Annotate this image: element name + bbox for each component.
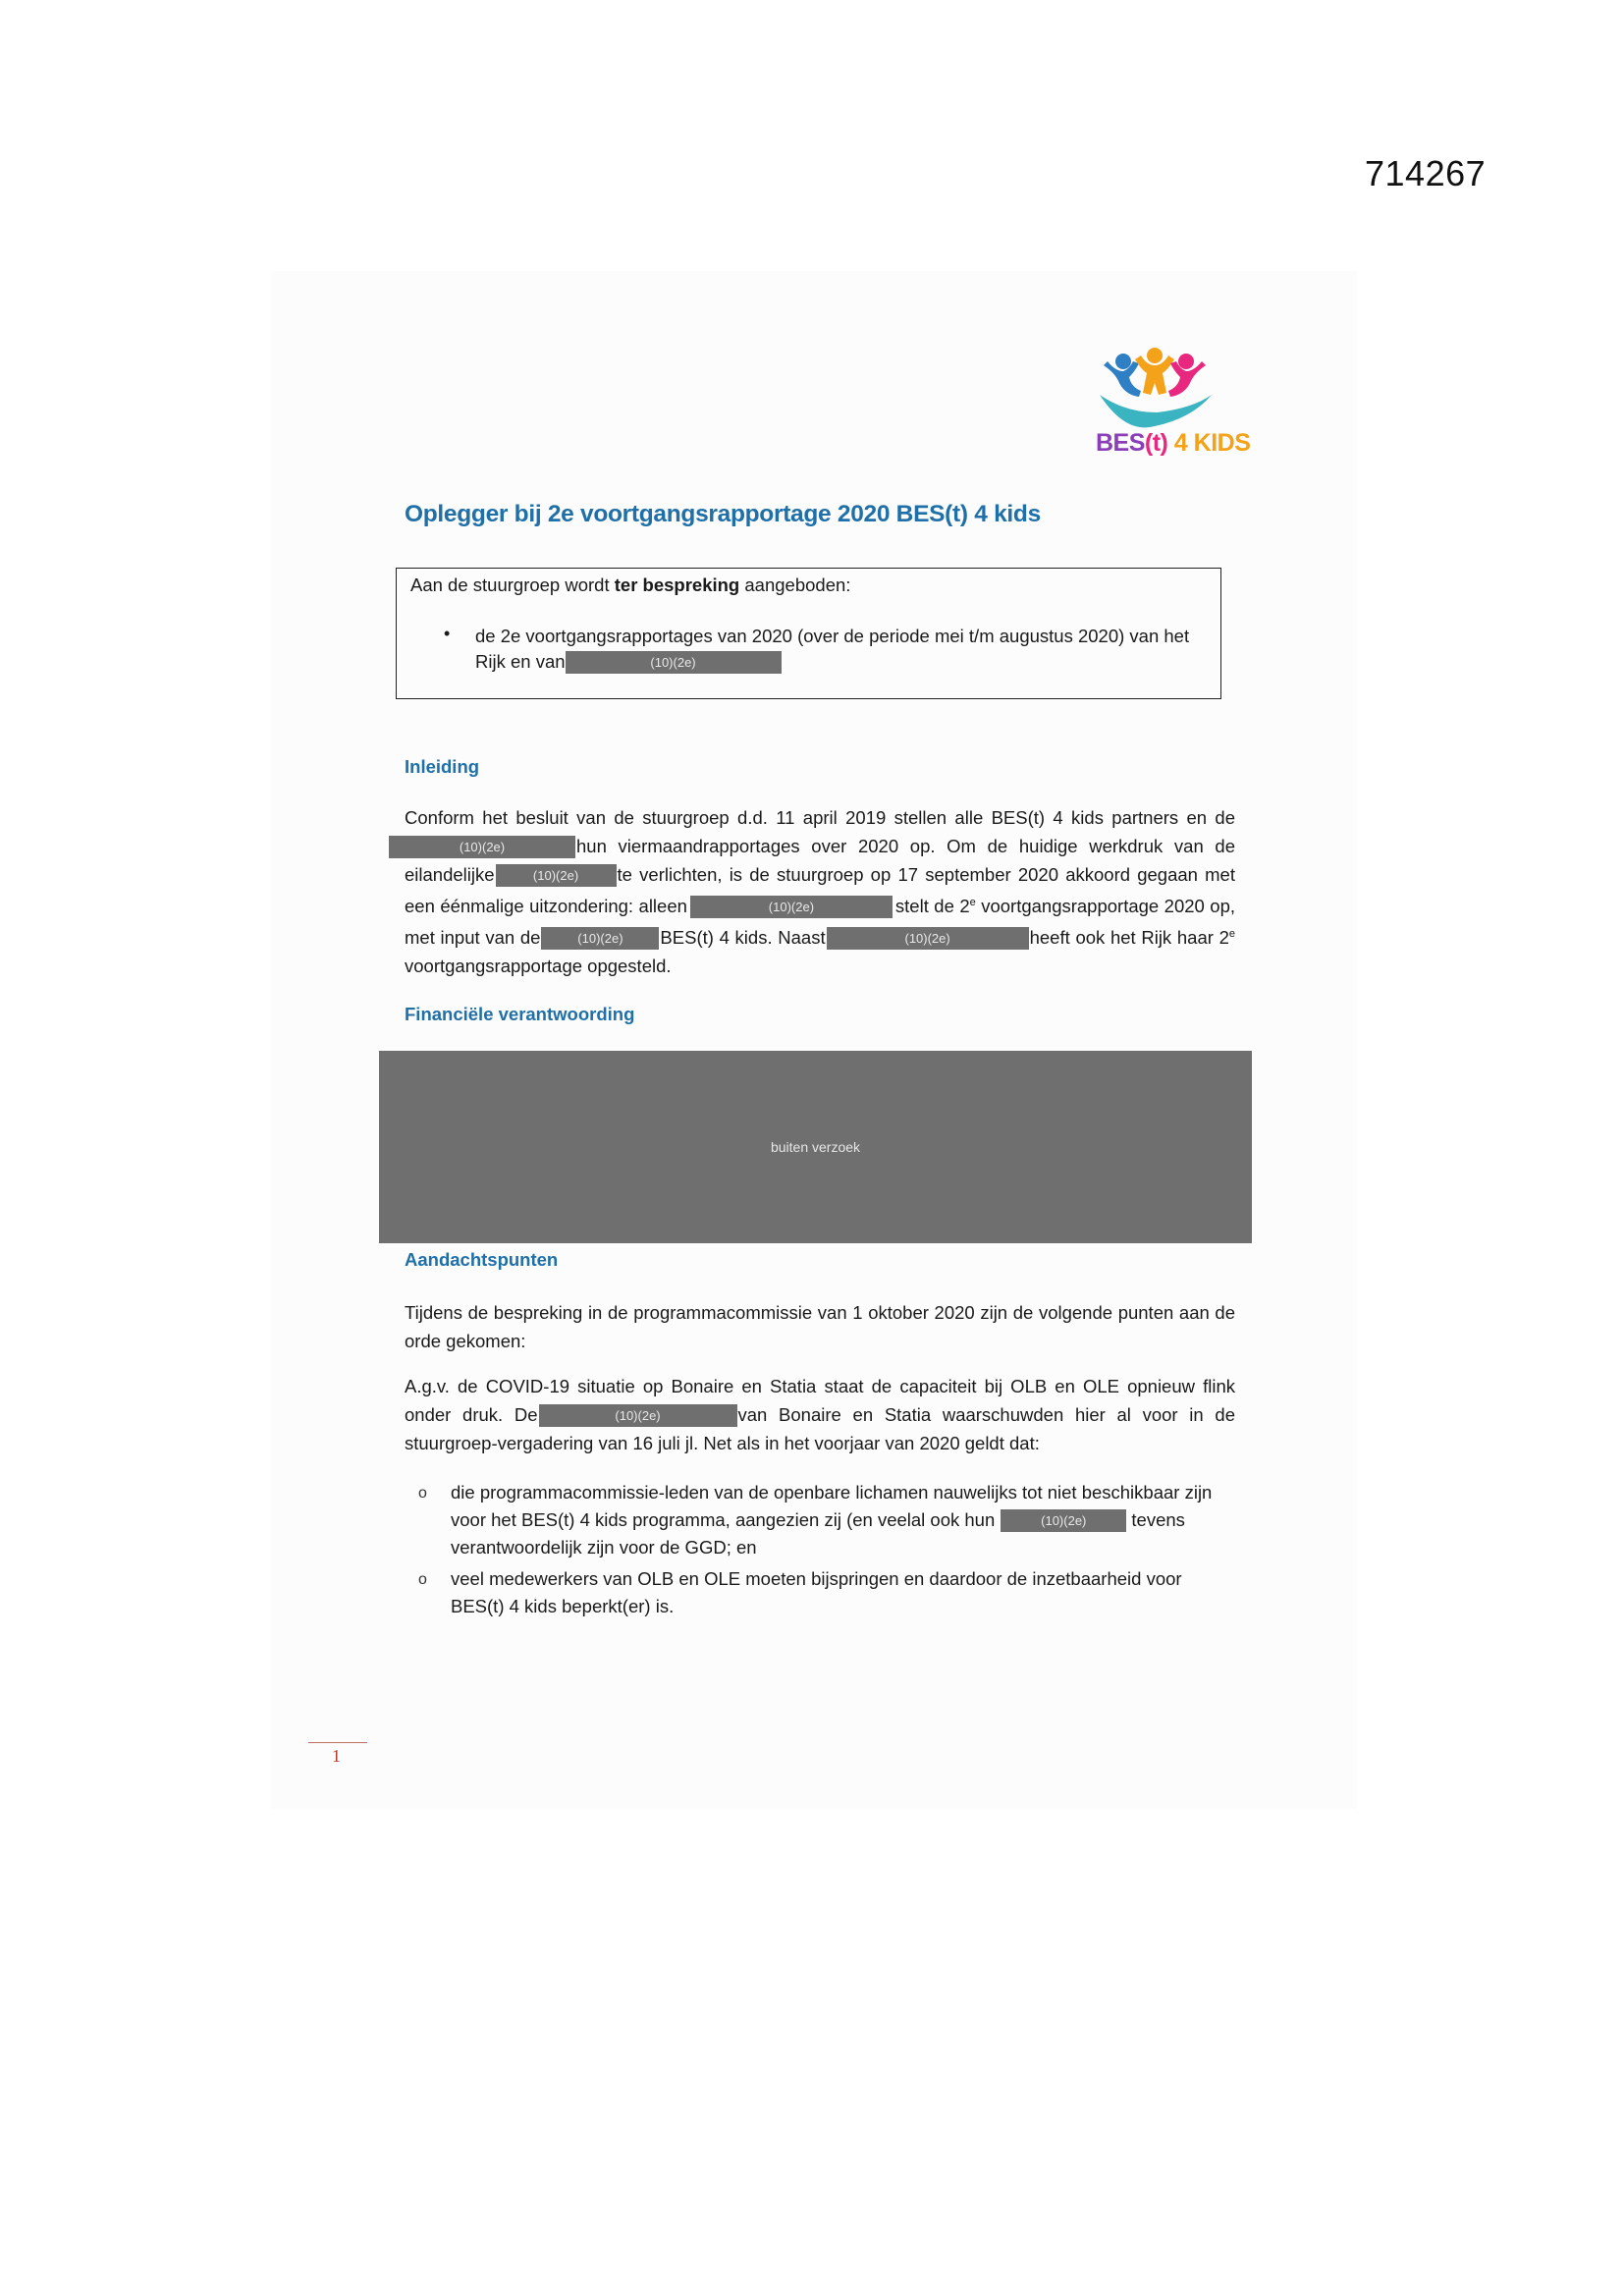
- redaction-block: (10)(2e): [827, 927, 1029, 950]
- heading-aandachtspunten: Aandachtspunten: [405, 1249, 559, 1270]
- document-title: Oplegger bij 2e voortgangsrapportage 2020 BES(t) 4 kids: [405, 501, 1041, 527]
- redaction-block: (10)(2e): [539, 1404, 737, 1427]
- children-hand-icon: [1086, 344, 1223, 432]
- bullet-icon: •: [444, 624, 451, 643]
- aandachtspunten-paragraph: A.g.v. de COVID-19 situatie op Bonaire en Statia staat de capaciteit bij OLB en OLE opnieuw flink onder druk. De (10)(2e) van Bonaire en Statia waarschuwden hier al voor in de stuurgroep-vergadering van 16 juli jl. Net als in het voorjaar van 2020 geldt dat:: [405, 1376, 1235, 1453]
- bullet-icon: o: [418, 1571, 427, 1588]
- redaction-block: (10)(2e): [496, 864, 617, 887]
- heading-financiele-verantwoording: Financiële verantwoording: [405, 1004, 635, 1024]
- agenda-intro: Aan de stuurgroep wordt ter bespreking aangeboden:: [410, 574, 851, 595]
- redaction-block: (10)(2e): [690, 896, 893, 918]
- agenda-box: [396, 568, 1221, 699]
- agenda-item: de 2e voortgangsrapportages van 2020 (over de periode mei t/m augustus 2020) van het Rijk en van (10)(2e): [475, 626, 1190, 672]
- document-number: 714267: [1365, 153, 1487, 193]
- redaction-block: (10)(2e): [541, 927, 659, 950]
- aandachtspunten-item-1: die programmacommissie-leden van de openbare lichamen nauwelijks tot niet beschikbaar zijn voor het BES(t) 4 kids programma, aangezien zij (en veelal ook hun (10)(2e) tevens verantwoordelijk zijn voor de GGD; en: [451, 1482, 1213, 1558]
- redaction-block-large: buiten verzoek: [379, 1051, 1252, 1243]
- bullet-icon: o: [418, 1485, 427, 1502]
- redaction-block: (10)(2e): [566, 651, 782, 674]
- logo-text: BES(t) 4 KIDS: [1096, 429, 1251, 457]
- aandachtspunten-intro: Tijdens de bespreking in de programmacommissie van 1 oktober 2020 zijn de volgende punten aan de orde gekomen:: [405, 1302, 1235, 1351]
- heading-inleiding: Inleiding: [405, 756, 480, 777]
- aandachtspunten-item-2: veel medewerkers van OLB en OLE moeten bijspringen en daardoor de inzetbaarheid voor BES(t) 4 kids beperkt(er) is.: [451, 1568, 1182, 1616]
- inleiding-paragraph: Conform het besluit van de stuurgroep d.d. 11 april 2019 stellen alle BES(t) 4 kids partners en de (10)(2e) hun viermaandrapportages over 2020 op. Om de huidige werkdruk van de eilandelijke (10)(2e) te verlichten, is de stuurgroep op 17 september 2020 akkoord gegaan met een éénmalige uitzondering: alleen (10)(2e) stelt de 2e voortgangsrapportage 2020 op, met input van de (10)(2e) BES(t) 4 kids. Naast (10)(2e) heeft ook het Rijk haar 2e voortgangsrapportage opgesteld.: [405, 803, 1235, 980]
- footer-divider: [308, 1742, 367, 1743]
- redaction-block: (10)(2e): [1001, 1509, 1126, 1532]
- redaction-block: (10)(2e): [389, 836, 575, 858]
- page-number: 1: [332, 1746, 341, 1766]
